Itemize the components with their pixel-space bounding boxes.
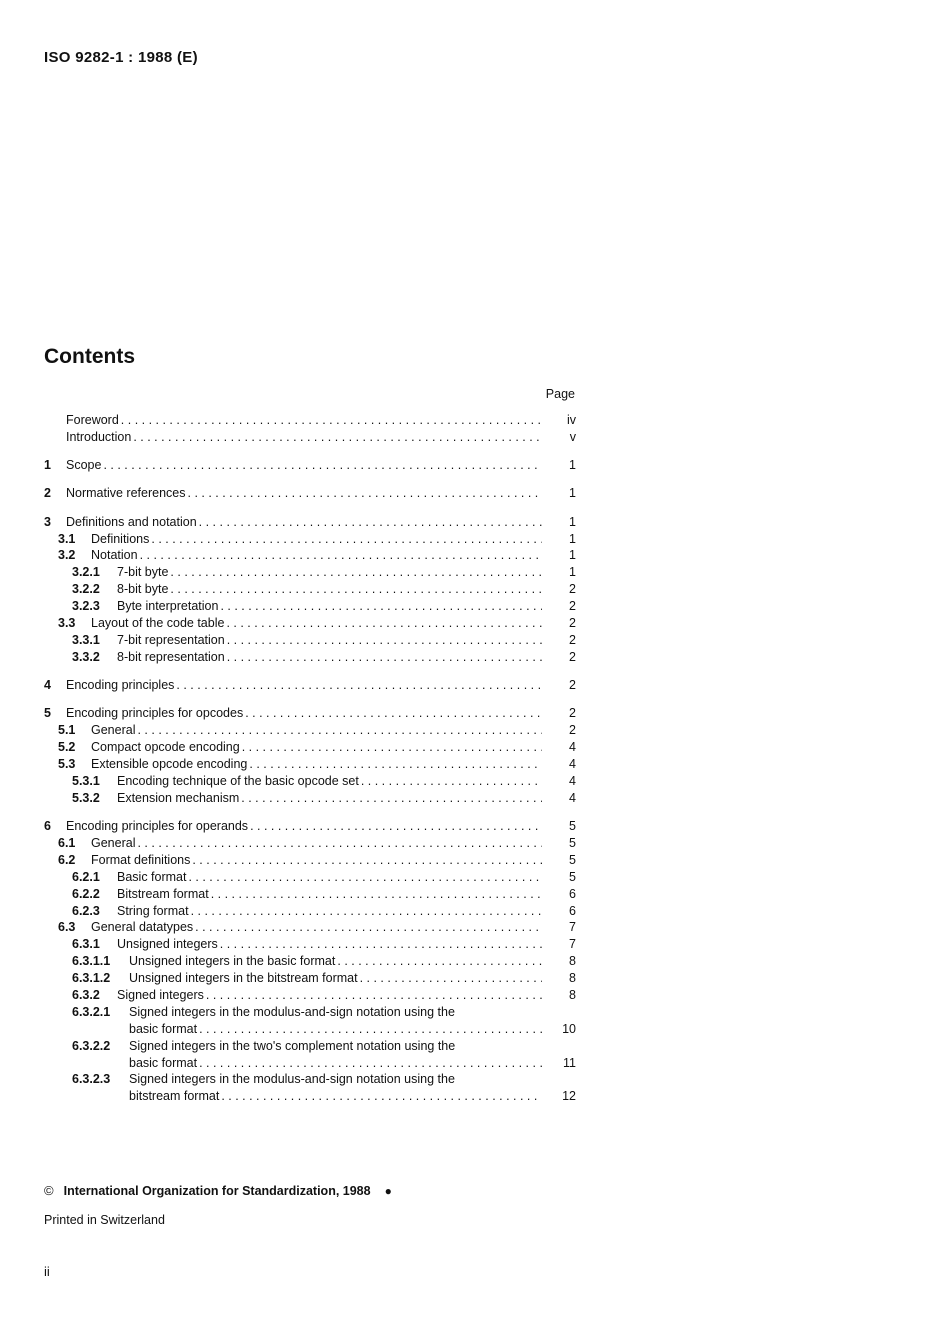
leader-dots <box>140 548 542 562</box>
toc-entry-number: 6.3.2 <box>72 987 100 1002</box>
toc-entry-title: 8-bit representation <box>117 649 225 664</box>
toc-entry-number: 1 <box>44 458 51 473</box>
toc-entry-continuation <box>44 1053 576 1070</box>
toc-entry-title: Introduction <box>66 429 132 444</box>
toc-entry <box>44 771 576 788</box>
toc-entry-number: 6.3 <box>58 920 76 935</box>
toc-entry <box>44 968 576 985</box>
leader-dots <box>227 633 542 647</box>
toc-entry-page: 6 <box>569 903 576 918</box>
toc-entry <box>44 901 576 918</box>
toc-entry-title: 7-bit byte <box>117 565 169 580</box>
toc-entry-number: 6.1 <box>58 835 76 850</box>
toc-entry <box>44 788 576 805</box>
toc-entry-page: 8 <box>569 971 576 986</box>
leader-dots <box>220 599 542 613</box>
toc-entry-title: General datatypes <box>91 920 194 935</box>
copyright-text: International Organization for Standardization, 1988 <box>63 1183 371 1198</box>
toc-entry-page: 5 <box>569 869 576 884</box>
toc-entry <box>44 512 576 529</box>
toc-entry-number: 6.3.2.2 <box>72 1038 111 1053</box>
toc-entry <box>44 455 576 472</box>
toc-entry-page: 4 <box>569 740 576 755</box>
toc-entry <box>44 1070 576 1087</box>
toc-entry-title: Signed integers <box>117 987 204 1002</box>
toc-entry-number: 3.3.2 <box>72 649 100 664</box>
toc-entry-number: 6.3.2.3 <box>72 1072 111 1087</box>
toc-entry-number: 3.2.1 <box>72 565 100 580</box>
toc-entry-title: Unsigned integers <box>117 937 218 952</box>
leader-dots <box>103 458 542 472</box>
toc-entry <box>44 579 576 596</box>
toc-entry-title: Format definitions <box>91 852 191 867</box>
toc-entry-title: Extension mechanism <box>117 790 240 805</box>
toc-entry <box>44 427 576 444</box>
toc-entry-number: 6.2 <box>58 852 76 867</box>
toc-entry-page: v <box>569 429 576 444</box>
toc-entry <box>44 754 576 771</box>
leader-dots <box>221 1089 542 1103</box>
leader-dots <box>250 819 542 833</box>
leader-dots <box>199 1056 542 1070</box>
toc-entry-continuation <box>44 1086 576 1103</box>
toc-entry-number: 6.2.1 <box>72 869 100 884</box>
toc-entry-page: 1 <box>569 458 576 473</box>
toc-entry-title: Unsigned integers in the bitstream format <box>129 971 358 986</box>
toc-entry-title: Byte interpretation <box>117 599 219 614</box>
leader-dots <box>249 757 542 771</box>
toc-entry-page: 5 <box>569 835 576 850</box>
toc-entry-title: String format <box>117 903 189 918</box>
toc-entry-number: 3.3 <box>58 615 76 630</box>
toc-entry <box>44 951 576 968</box>
toc-entry <box>44 596 576 613</box>
toc-entry-page: 2 <box>569 599 576 614</box>
leader-dots <box>188 486 543 500</box>
printed-in: Printed in Switzerland <box>44 1213 165 1227</box>
toc-entry-page: 1 <box>569 486 576 501</box>
toc-entry <box>44 934 576 951</box>
leader-dots <box>188 870 542 884</box>
toc-entry-page: 2 <box>569 649 576 664</box>
leader-dots <box>227 650 542 664</box>
toc-entry <box>44 918 576 935</box>
leader-dots <box>199 515 542 529</box>
toc-entry-title: Basic format <box>117 869 187 884</box>
page-column-label: Page <box>545 387 575 401</box>
toc-entry-page: 10 <box>562 1021 576 1036</box>
leader-dots <box>245 706 542 720</box>
leader-dots <box>206 988 542 1002</box>
leader-dots <box>211 887 542 901</box>
toc-entry <box>44 562 576 579</box>
toc-entry <box>44 1036 576 1053</box>
toc-entry-page: 2 <box>569 632 576 647</box>
toc-entry <box>44 647 576 664</box>
leader-dots <box>176 678 542 692</box>
page-number: ii <box>44 1264 50 1279</box>
toc-entry-page: 2 <box>569 615 576 630</box>
toc-entry-page: 5 <box>569 852 576 867</box>
toc-entry <box>44 737 576 754</box>
leader-dots <box>241 791 542 805</box>
toc-entry-number: 3 <box>44 514 51 529</box>
toc-entry-title: Scope <box>66 458 102 473</box>
toc-entry-number: 6.2.3 <box>72 903 100 918</box>
document-id: ISO 9282-1 : 1988 (E) <box>44 49 198 66</box>
copyright-symbol: © <box>44 1183 54 1198</box>
toc-entry-title-continued: basic format <box>129 1021 198 1036</box>
leader-dots <box>360 971 542 985</box>
toc-entry-title: Notation <box>91 548 138 563</box>
toc-entry <box>44 410 576 427</box>
toc-entry-page: 5 <box>569 819 576 834</box>
contents-title: Contents <box>44 345 135 368</box>
toc-entry-page: 1 <box>569 514 576 529</box>
toc-entry-page: 1 <box>569 531 576 546</box>
toc-entry-title-continued: bitstream format <box>129 1089 220 1104</box>
toc-entry-page: 2 <box>569 582 576 597</box>
toc-entry-page: 7 <box>569 937 576 952</box>
toc-entry-title: Definitions <box>91 531 150 546</box>
toc-entry-title: Unsigned integers in the basic format <box>129 954 336 969</box>
toc-entry-number: 3.2.3 <box>72 599 100 614</box>
toc-entry <box>44 867 576 884</box>
toc-entry-title: Signed integers in the two's complement notation using the <box>129 1038 456 1053</box>
leader-dots <box>337 954 542 968</box>
toc-entry <box>44 483 576 500</box>
toc-entry-title: Encoding principles for operands <box>66 819 249 834</box>
toc-entry-title: Layout of the code table <box>91 615 225 630</box>
toc-entry <box>44 985 576 1002</box>
toc-entry-title: Encoding principles for opcodes <box>66 706 244 721</box>
leader-dots <box>133 430 542 444</box>
toc-entry-number: 3.3.1 <box>72 632 100 647</box>
toc-entry-number: 5.1 <box>58 723 76 738</box>
leader-dots <box>137 836 542 850</box>
toc-entry-title: Bitstream format <box>117 886 209 901</box>
toc-entry <box>44 850 576 867</box>
toc-entry <box>44 546 576 563</box>
toc-entry <box>44 630 576 647</box>
leader-dots <box>137 723 542 737</box>
toc-entry-number: 6.3.1.1 <box>72 954 111 969</box>
toc-entry-page: 2 <box>569 706 576 721</box>
toc-entry-continuation <box>44 1019 576 1036</box>
toc-entry-title: Compact opcode encoding <box>91 740 240 755</box>
toc-entry-number: 2 <box>44 486 51 501</box>
toc-entry-title: General <box>91 723 136 738</box>
toc-entry-title: General <box>91 835 136 850</box>
toc-entry <box>44 816 576 833</box>
leader-dots <box>226 616 542 630</box>
leader-dots <box>199 1022 542 1036</box>
leader-dots <box>121 413 542 427</box>
toc-entry <box>44 833 576 850</box>
toc-entry-page: 1 <box>569 548 576 563</box>
table-of-contents <box>44 410 576 1103</box>
toc-entry-title: Normative references <box>66 486 186 501</box>
toc-entry-number: 6.2.2 <box>72 886 100 901</box>
toc-entry-title: Definitions and notation <box>66 514 197 529</box>
toc-entry-page: iv <box>566 412 576 427</box>
toc-entry-title: 8-bit byte <box>117 582 169 597</box>
leader-dots <box>220 937 542 951</box>
toc-entry-title: Encoding technique of the basic opcode set <box>117 773 359 788</box>
toc-entry-number: 6 <box>44 819 51 834</box>
leader-dots <box>170 582 542 596</box>
toc-entry-page: 1 <box>569 565 576 580</box>
toc-entry <box>44 675 576 692</box>
toc-entry-title: Encoding principles <box>66 678 175 693</box>
toc-entry-number: 5.3.2 <box>72 790 100 805</box>
toc-entry-title: Signed integers in the modulus-and-sign notation using the <box>129 1072 455 1087</box>
leader-dots <box>170 565 542 579</box>
toc-entry-page: 6 <box>569 886 576 901</box>
toc-entry <box>44 720 576 737</box>
toc-entry <box>44 613 576 630</box>
toc-entry-number: 6.3.2.1 <box>72 1004 111 1019</box>
toc-entry-number: 5 <box>44 706 51 721</box>
toc-entry-page: 4 <box>569 790 576 805</box>
toc-entry-number: 3.1 <box>58 531 76 546</box>
toc-entry-number: 3.2.2 <box>72 582 100 597</box>
toc-entry <box>44 529 576 546</box>
leader-dots <box>191 904 542 918</box>
toc-entry-number: 5.3.1 <box>72 773 100 788</box>
toc-entry <box>44 703 576 720</box>
toc-entry-number: 4 <box>44 678 51 693</box>
toc-entry-page: 2 <box>569 723 576 738</box>
toc-entry-title: Extensible opcode encoding <box>91 756 248 771</box>
toc-entry-page: 7 <box>569 920 576 935</box>
toc-entry-page: 12 <box>562 1089 576 1104</box>
toc-entry-page: 4 <box>569 756 576 771</box>
toc-entry <box>44 1002 576 1019</box>
leader-dots <box>192 853 542 867</box>
toc-entry-page: 8 <box>569 987 576 1002</box>
toc-entry-page: 4 <box>569 773 576 788</box>
toc-entry-page: 2 <box>569 678 576 693</box>
toc-entry-title-continued: basic format <box>129 1055 198 1070</box>
toc-entry-number: 5.2 <box>58 740 76 755</box>
toc-entry-page: 8 <box>569 954 576 969</box>
toc-entry-title: Foreword <box>66 412 119 427</box>
leader-dots <box>151 532 542 546</box>
toc-entry <box>44 884 576 901</box>
toc-entry-page: 11 <box>563 1055 576 1070</box>
leader-dots <box>242 740 542 754</box>
copyright-line <box>44 1183 392 1198</box>
bullet-icon: ● <box>384 1183 392 1198</box>
toc-entry-title: Signed integers in the modulus-and-sign notation using the <box>129 1004 455 1019</box>
toc-entry-number: 6.3.1.2 <box>72 971 111 986</box>
toc-entry-title: 7-bit representation <box>117 632 225 647</box>
leader-dots <box>195 920 542 934</box>
toc-entry-number: 3.2 <box>58 548 76 563</box>
toc-entry-number: 5.3 <box>58 756 76 771</box>
leader-dots <box>361 774 542 788</box>
toc-entry-number: 6.3.1 <box>72 937 100 952</box>
